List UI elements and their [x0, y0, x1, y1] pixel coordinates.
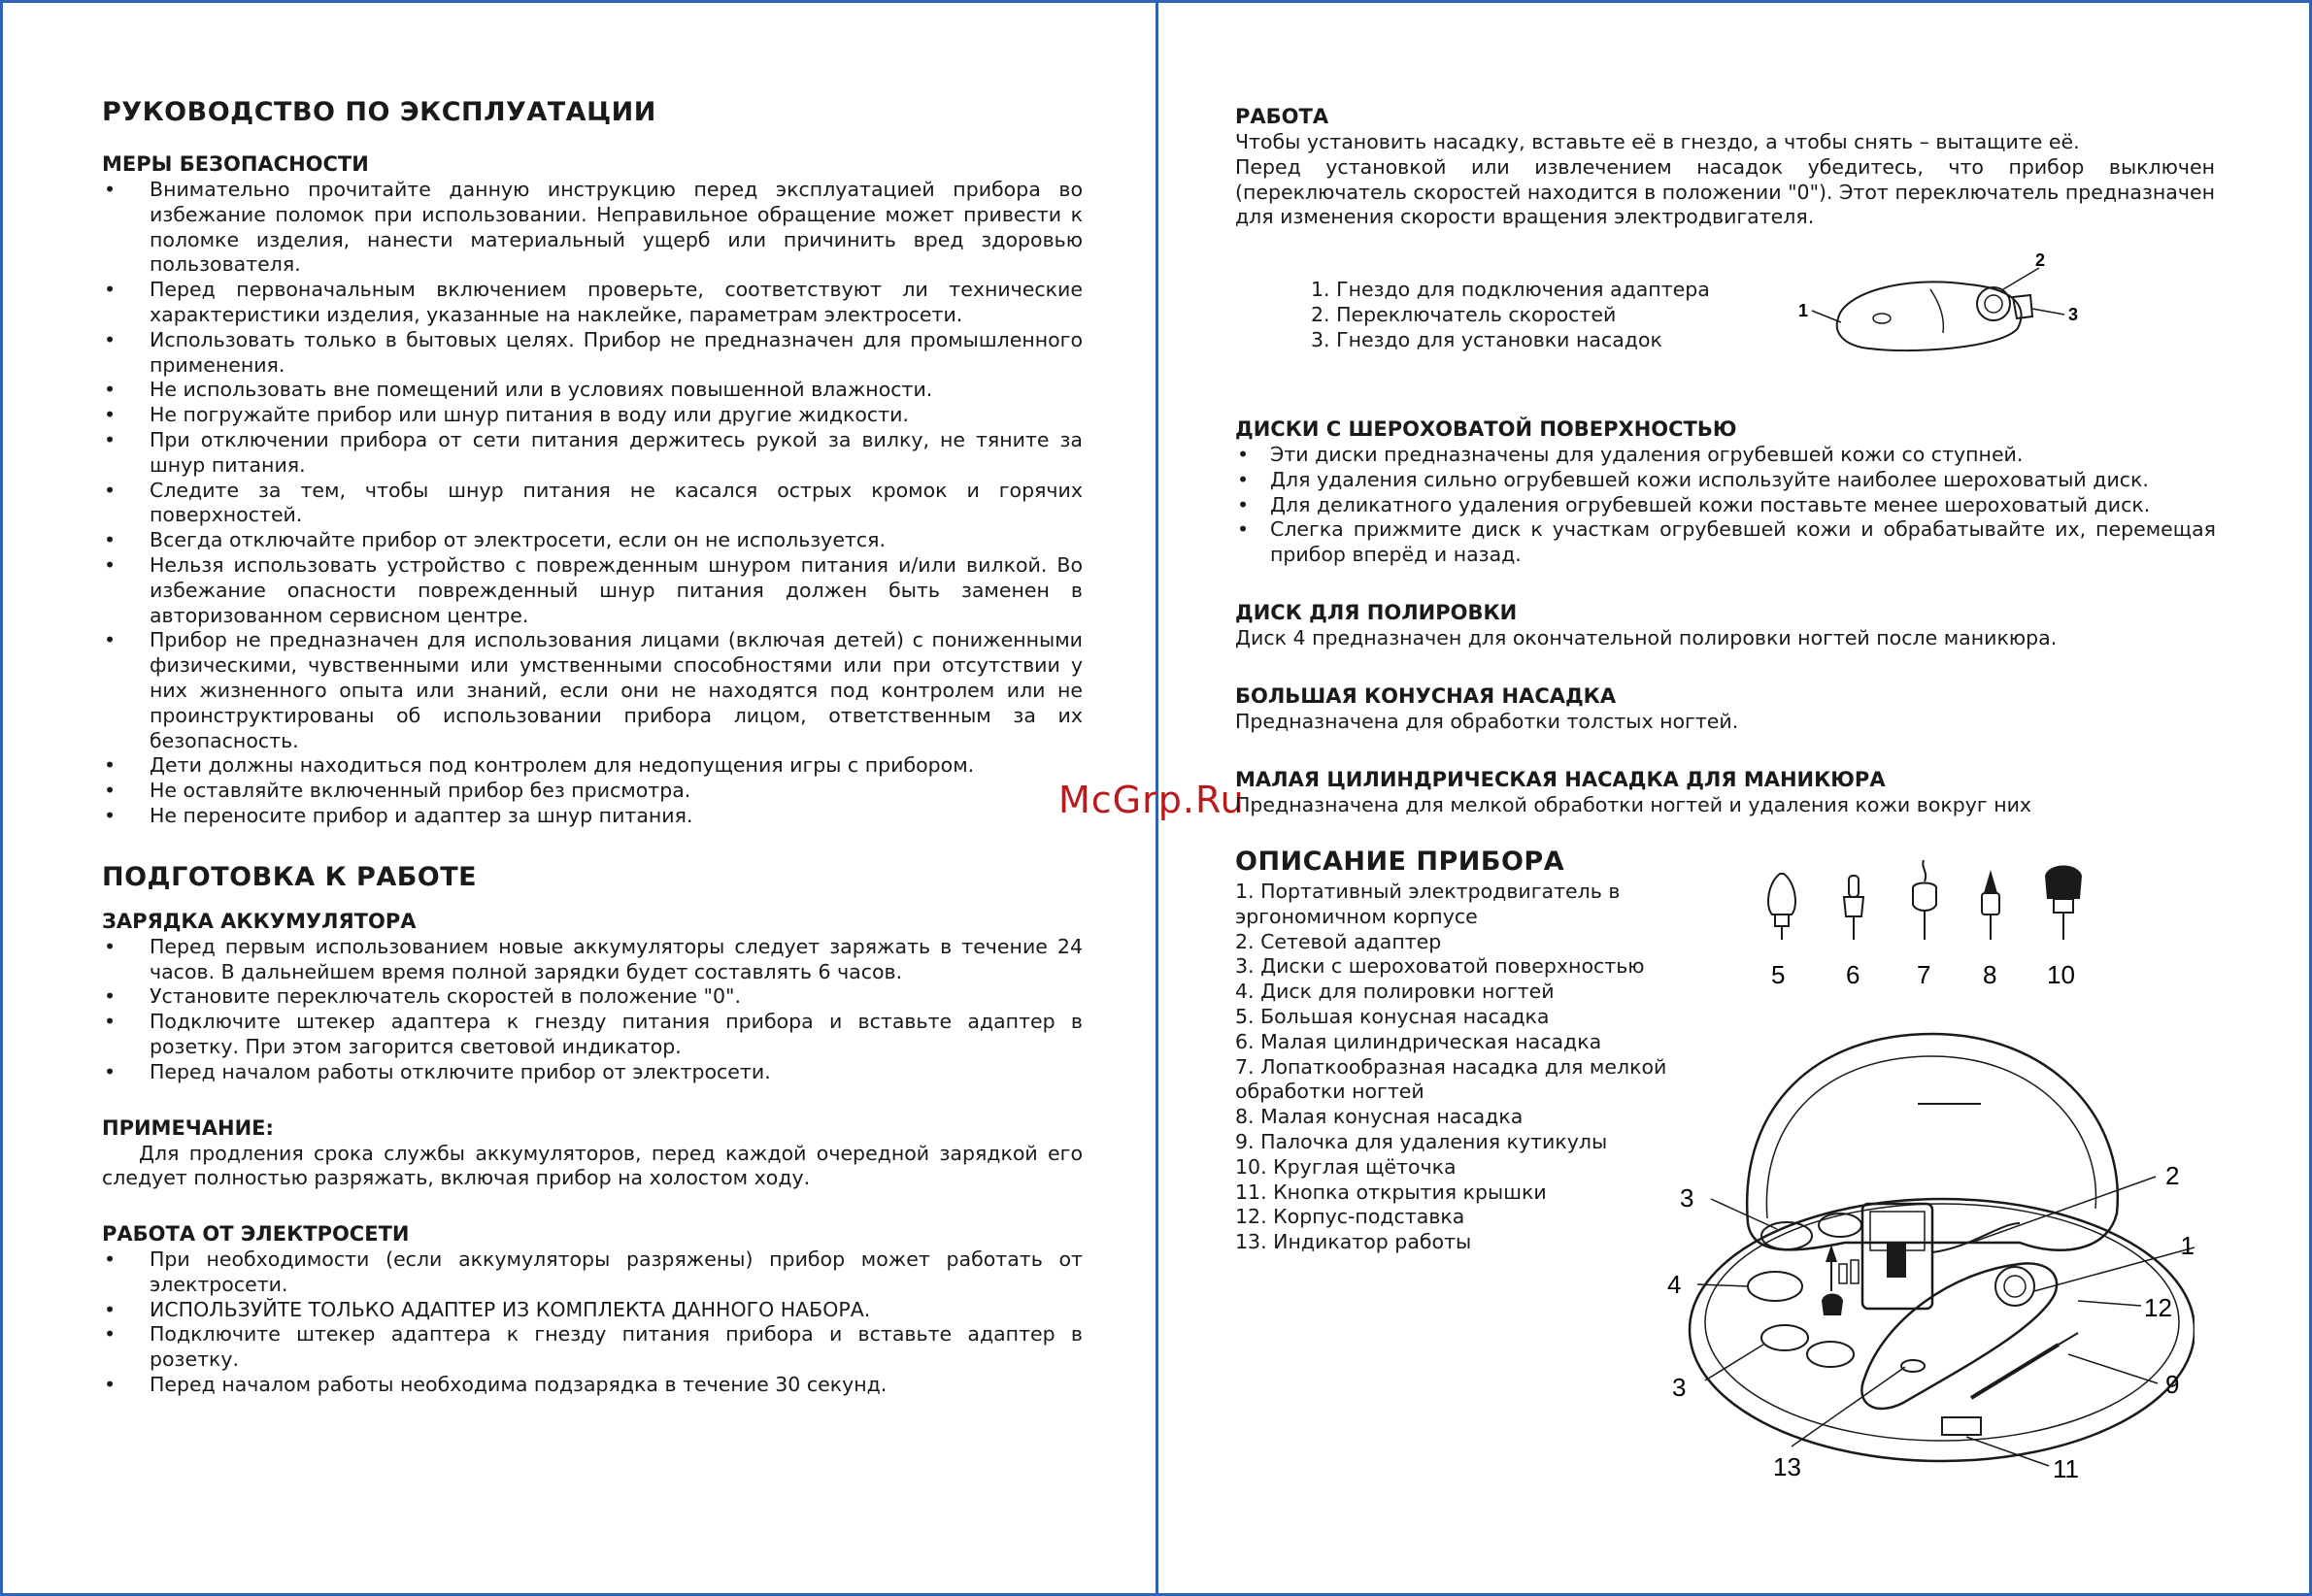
list-item: 6. Малая цилиндрическая насадка — [1235, 1029, 1602, 1053]
work-heading: РАБОТА — [1235, 105, 1329, 128]
list-item: • Установите переключатель скоростей в положение "0". — [102, 984, 1083, 1010]
big-cone-heading: БОЛЬШАЯ КОНУСНАЯ НАСАДКА — [1235, 683, 1617, 708]
brush-attachment — [2045, 866, 2082, 941]
list-item: 13. Индикатор работы — [1235, 1230, 1472, 1254]
attachment-label-10: 10 — [2047, 960, 2075, 989]
attachment-label-8: 8 — [1983, 960, 1997, 989]
list-item: 1. Портативный электродвигатель в эргономичном корпусе — [1235, 880, 1621, 928]
list-item: • Эти диски предназначены для удаления огрубевшей кожи со ступней. — [1235, 443, 2216, 468]
note-text: Для продления срока службы аккумуляторов, перед каждой очередной зарядкой его следует полностью разряжать, включая прибор на холостом ходу. — [102, 1141, 1083, 1190]
kit-label-3a: 3 — [1680, 1183, 1694, 1213]
label-2: 2 — [2035, 250, 2046, 270]
mains-list — [102, 1247, 1083, 1398]
list-item: • Следите за тем, чтобы шнур питания не касался острых кромок и горячих поверхностей. — [102, 479, 1083, 529]
list-item: • Слегка прижмите диск к участкам огрубевшей кожи и обрабатывайте их, перемещая прибор вперёд и назад. — [1235, 517, 2216, 568]
list-item: • Прибор не предназначен для использования лицами (включая детей) с пониженными физическими, чувственными или умственными способностями или при отсутствии у них жизненного опыта или знаний, если они не находятся под контролем или не проинструктированы об использовании прибора лицом, ответственным за их безопасность. — [102, 628, 1083, 753]
rough-discs-heading: ДИСКИ С ШЕРОХОВАТОЙ ПОВЕРХНОСТЬЮ — [1235, 417, 1737, 441]
mains-heading: РАБОТА ОТ ЭЛЕКТРОСЕТИ — [102, 1222, 410, 1247]
kit-label-2: 2 — [2165, 1161, 2180, 1190]
list-item: • Для удаления сильно огрубевшей кожи используйте наиболее шероховатый диск. — [1235, 468, 2216, 493]
spatula-attachment — [1913, 860, 1936, 940]
list-item: • Перед началом работы необходима подзарядка в течение 30 секунд. — [102, 1373, 1083, 1398]
list-item: • Дети должны находиться под контролем для недопущения игры с прибором. — [102, 753, 1083, 779]
work-paragraph-1: Чтобы установить насадку, вставьте её в гнездо, а чтобы снять – вытащите её. — [1235, 130, 2080, 153]
list-item: • Перед первым использованием новые аккумуляторы следует заряжать в течение 24 часов. В дальнейшем время полной зарядки будет составлять 6 часов. — [102, 935, 1083, 985]
kit-label-1: 1 — [2180, 1231, 2195, 1260]
list-item: • Для деликатного удаления огрубевшей кожи поставьте менее шероховатый диск. — [1235, 493, 2216, 518]
right-lower-text — [1235, 406, 2216, 902]
list-item: 11. Кнопка открытия крышки — [1235, 1180, 1547, 1204]
list-item: 2. Переключатель скоростей — [1311, 302, 1617, 326]
list-item: 2. Сетевой адаптер — [1235, 929, 1442, 953]
list-item: 7. Лопаткообразная насадка для мелкой обработки ногтей — [1235, 1054, 1667, 1104]
stored-attachments — [1822, 1245, 1859, 1315]
kit-label-4: 4 — [1667, 1270, 1682, 1299]
small-cyl-heading: МАЛАЯ ЦИЛИНДРИЧЕСКАЯ НАСАДКА ДЛЯ МАНИКЮРА — [1235, 767, 1886, 791]
label-3: 3 — [2068, 305, 2079, 324]
desc-title: ОПИСАНИЕ ПРИБОРА — [1235, 847, 1565, 878]
list-item: • Внимательно прочитайте данную инструкцию перед эксплуатацией прибора во избежание поломок при использовании. Неправильное обращение может привести к поломке изделия, нанести материальный ущерб или причинить вред здоровью пользователя. — [102, 178, 1083, 278]
rough-discs-list — [1235, 443, 2216, 568]
list-item: • Не погружайте прибор или шнур питания в воду или другие жидкости. — [102, 403, 1083, 428]
list-item: • Использовать только в бытовых целях. Прибор не предназначен для промышленного применения. — [102, 328, 1083, 379]
work-paragraph-2: Перед установкой или извлечением насадок убедитесь, что прибор выключен (переключатель скоростей находится в положении "0"). Этот переключатель предназначен для изменения скорости вращения электродвигателя. — [1235, 154, 2215, 229]
list-item: • Всегда отключайте прибор от электросети, если он не используется. — [102, 528, 1083, 553]
polish-heading: ДИСК ДЛЯ ПОЛИРОВКИ — [1235, 600, 1518, 624]
safety-list — [102, 178, 1083, 829]
list-item: • Подключите штекер адаптера к гнезду питания прибора и вставьте адаптер в розетку. При этом загорится световой индикатор. — [102, 1010, 1083, 1060]
motor-handpiece — [1861, 1263, 2057, 1409]
kit-label-12: 12 — [2144, 1293, 2172, 1322]
attachments-diagram — [1748, 854, 2117, 990]
attachment-label-7: 7 — [1917, 960, 1931, 989]
big-cone-text: Предназначена для обработки толстых ногтей. — [1235, 709, 1739, 733]
list-item: 9. Палочка для удаления кутикулы — [1235, 1129, 1608, 1153]
list-item: • При необходимости (если аккумуляторы разряжены) прибор может работать от электросети. — [102, 1247, 1083, 1298]
prep-title: ПОДГОТОВКА К РАБОТЕ — [102, 861, 478, 892]
list-item: 5. Большая конусная насадка — [1235, 1004, 1550, 1028]
charging-list — [102, 935, 1083, 1085]
charging-heading: ЗАРЯДКА АККУМУЛЯТОРА — [102, 909, 417, 933]
attachment-label-6: 6 — [1846, 960, 1860, 989]
list-item: 3. Диски с шероховатой поверхностью — [1235, 954, 1645, 979]
attachment-label-5: 5 — [1771, 960, 1786, 989]
small-cone-attachment — [1982, 870, 1999, 940]
list-item: • Не переносите прибор и адаптер за шнур питания. — [102, 804, 1083, 829]
kit-label-13: 13 — [1773, 1452, 1801, 1481]
list-item: • Перед первоначальным включением проверьте, соответствуют ли технические характеристики изделия, указанные на наклейке, параметрам электросети. — [102, 278, 1083, 328]
list-item: • Не оставляйте включенный прибор без присмотра. — [102, 779, 1083, 804]
safety-heading: МЕРЫ БЕЗОПАСНОСТИ — [102, 152, 369, 176]
list-item: 3. Гнездо для установки насадок — [1311, 327, 1662, 351]
watermark-text: McGrp.Ru — [1058, 779, 1245, 821]
kit-label-11: 11 — [2053, 1454, 2079, 1483]
small-cyl-text: Предназначена для мелкой обработки ногтей и удаления кожи вокруг них — [1235, 792, 2032, 816]
list-item: 12. Корпус-подставка — [1235, 1205, 1465, 1229]
list-item: 8. Малая конусная насадка — [1235, 1105, 1524, 1129]
big-cone-attachment — [1768, 874, 1795, 940]
manual-title: РУКОВОДСТВО ПО ЭКСПЛУАТАЦИИ — [102, 97, 656, 127]
description-list — [1235, 880, 1701, 1255]
list-item: • Не использовать вне помещений или в условиях повышенной влажности. — [102, 378, 1083, 403]
list-item: 4. Диск для полировки ногтей — [1235, 980, 1555, 1004]
list-item: 1. Гнездо для подключения адаптера — [1311, 278, 1710, 301]
list-item: • При отключении прибора от сети питания держитесь рукой за вилку, не тяните за шнур питания. — [102, 428, 1083, 479]
device-kit-diagram — [1651, 1010, 2195, 1495]
device-small-diagram — [1785, 250, 2105, 367]
label-1: 1 — [1798, 301, 1809, 320]
polish-text: Диск 4 предназначен для окончательной полировки ногтей после маникюра. — [1235, 625, 2058, 649]
list-item: • Перед началом работы отключите прибор от электросети. — [102, 1060, 1083, 1085]
note-heading: ПРИМЕЧАНИЕ: — [102, 1115, 274, 1140]
list-item: • Подключите штекер адаптера к гнезду питания прибора и вставьте адаптер в розетку. — [102, 1322, 1083, 1373]
parts-list-small — [1311, 278, 1710, 352]
small-cylinder-attachment — [1844, 876, 1863, 940]
list-item: • Нельзя использовать устройство с поврежденным шнуром питания и/или вилкой. Во избежание опасности поврежденный шнур питания должен быть заменен в авторизованном сервисном центре. — [102, 553, 1083, 628]
kit-label-9: 9 — [2165, 1370, 2180, 1399]
kit-label-3b: 3 — [1672, 1373, 1687, 1402]
list-item: 10. Круглая щёточка — [1235, 1154, 1457, 1179]
list-item: • ИСПОЛЬЗУЙТЕ ТОЛЬКО АДАПТЕР ИЗ КОМПЛЕКТА ДАННОГО НАБОРА. — [102, 1298, 1083, 1323]
